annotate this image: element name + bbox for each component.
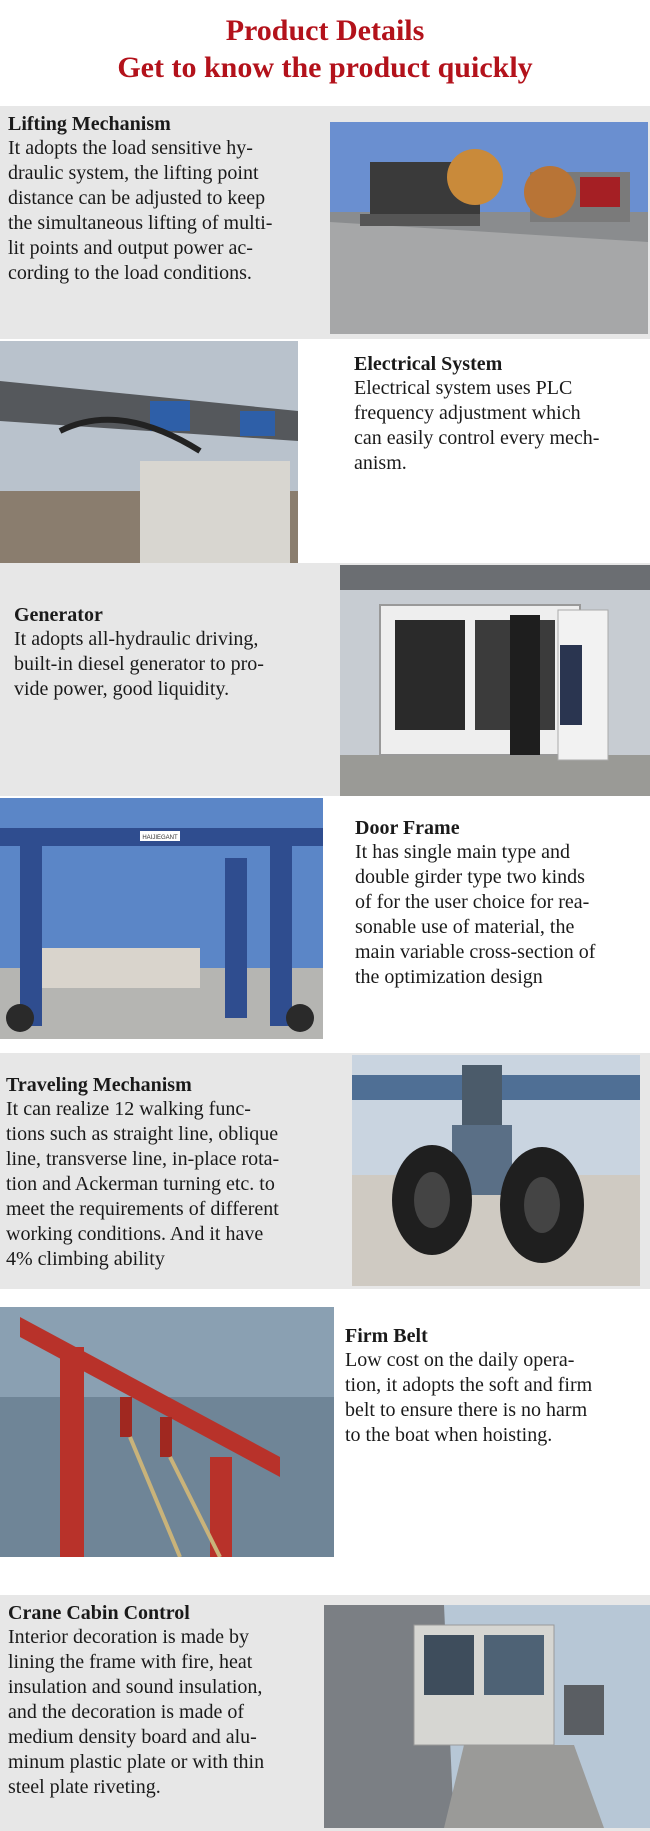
page-subtitle: Get to know the product quickly (117, 51, 533, 84)
traveling-wheel-photo (352, 1055, 640, 1286)
page-title: Product Details (225, 14, 425, 47)
section-text: It adopts the load sensitive hy- draulic system, the lifting point distance can be adjusted to keep the simultaneous lifting of multi- lit points and output power ac- cording to the load conditions. (8, 137, 273, 284)
gantry-plate-label: HAIJIEGANT (142, 835, 178, 841)
section-text: It has single main type and double girder type two kinds of for the user choice for rea- sonable use of material, the main variable cross-section of the optimization design (355, 841, 596, 988)
firm-belt-crane-photo (0, 1307, 334, 1557)
section-title: Traveling Mechanism (6, 1074, 192, 1096)
section-title: Electrical System (354, 353, 503, 375)
section-crane-cabin-control (0, 1595, 650, 1831)
lifting-winch-photo (330, 122, 648, 334)
electrical-system-photo (0, 341, 298, 563)
section-firm-belt (0, 1289, 650, 1595)
section-title: Lifting Mechanism (8, 113, 171, 135)
crane-cabin-photo (324, 1605, 650, 1828)
section-traveling-mechanism (0, 1053, 650, 1289)
section-title: Generator (14, 604, 103, 626)
section-text: It can realize 12 walking func- tions such as straight line, oblique line, transverse line, in-place rota- tion and Ackerman turning etc. to meet the requirements of different working conditions. And it have 4% climbing ability (6, 1098, 280, 1270)
section-electrical-system (0, 339, 650, 563)
page-header (0, 0, 650, 106)
section-text: Interior decoration is made by lining the frame with fire, heat insulation and sound insulation, and the decoration is made of medium density board and alu- minum plastic plate or with thin steel plate riveting. (8, 1626, 265, 1798)
section-generator (0, 563, 650, 796)
section-text: Low cost on the daily opera- tion, it adopts the soft and firm belt to ensure there is no harm to the boat when hoisting. (345, 1349, 593, 1446)
section-lifting-mechanism (0, 106, 650, 339)
section-title: Firm Belt (345, 1325, 428, 1347)
section-text: It adopts all-hydraulic driving, built-in diesel generator to pro- vide power, good liquidity. (14, 628, 264, 700)
section-title: Crane Cabin Control (8, 1602, 190, 1624)
section-text: Electrical system uses PLC frequency adjustment which can easily control every mech- anism. (354, 377, 600, 474)
door-frame-gantry-photo (0, 798, 323, 1039)
generator-photo (340, 565, 650, 796)
section-door-frame (0, 796, 650, 1053)
section-title: Door Frame (355, 817, 460, 839)
